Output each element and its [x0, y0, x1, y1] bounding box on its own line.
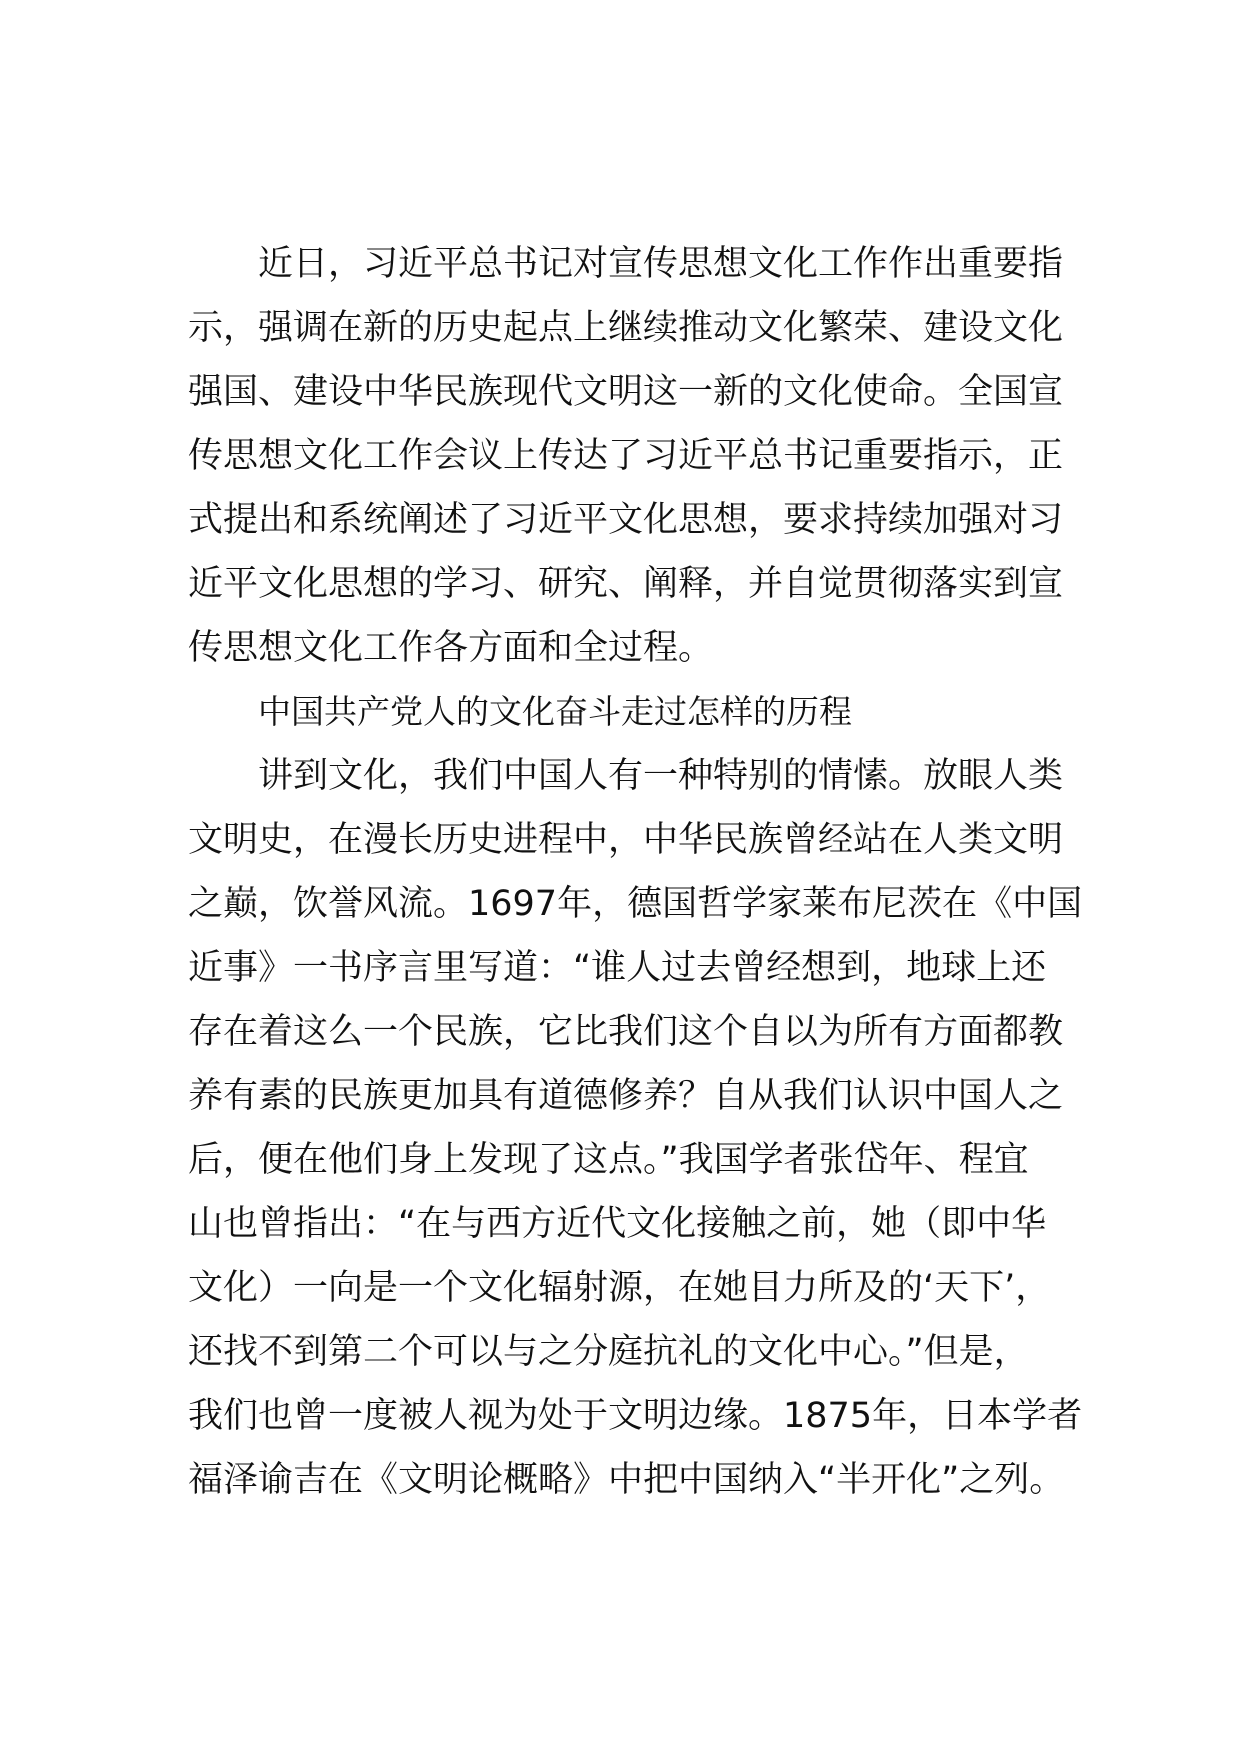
text-line: 福泽谕吉在《文明论概略》中把中国纳入“半开化”之列。	[188, 1460, 1065, 1500]
paragraph-intro	[188, 232, 1064, 680]
text-line: 存在着这么一个民族，它比我们这个自以为所有方面都教	[188, 1012, 1064, 1052]
section-heading: 中国共产党人的文化奋斗走过怎样的历程	[258, 692, 852, 731]
text-line: 近日，习近平总书记对宣传思想文化工作作出重要指	[258, 244, 1064, 284]
text-line: 养有素的民族更加具有道德修养？自从我们认识中国人之	[188, 1076, 1064, 1116]
text-line: 式提出和系统阐述了习近平文化思想，要求持续加强对习	[188, 500, 1064, 540]
text-line: 还找不到第二个可以与之分庭抗礼的文化中心。”但是，	[188, 1332, 1029, 1372]
text-line: 示，强调在新的历史起点上继续推动文化繁荣、建设文化	[188, 308, 1064, 348]
text-line: 近平文化思想的学习、研究、阐释，并自觉贯彻落实到宣	[188, 564, 1064, 604]
text-line: 文明史，在漫长历史进程中，中华民族曾经站在人类文明	[188, 820, 1064, 860]
text-line: 传思想文化工作各方面和全过程。	[188, 628, 714, 668]
text-line: 文化）一向是一个文化辐射源，在她目力所及的‘天下’，	[188, 1268, 1051, 1308]
paragraph-culture	[188, 744, 1083, 1512]
text-line: 山也曾指出：“在与西方近代文化接触之前，她（即中华	[188, 1204, 1047, 1244]
text-line: 后，便在他们身上发现了这点。”我国学者张岱年、程宜	[188, 1140, 1029, 1180]
text-line: 强国、建设中华民族现代文明这一新的文化使命。全国宣	[188, 372, 1064, 412]
text-line: 传思想文化工作会议上传达了习近平总书记重要指示，正	[188, 436, 1064, 476]
text-line: 我们也曾一度被人视为处于文明边缘。1875年，日本学者	[188, 1396, 1083, 1436]
text-line: 近事》一书序言里写道：“谁人过去曾经想到，地球上还	[188, 948, 1047, 988]
document-body	[188, 232, 1083, 1512]
text-line: 讲到文化，我们中国人有一种特别的情愫。放眼人类	[258, 756, 1064, 796]
text-line: 之巅，饮誉风流。1697年，德国哲学家莱布尼茨在《中国	[188, 884, 1083, 924]
